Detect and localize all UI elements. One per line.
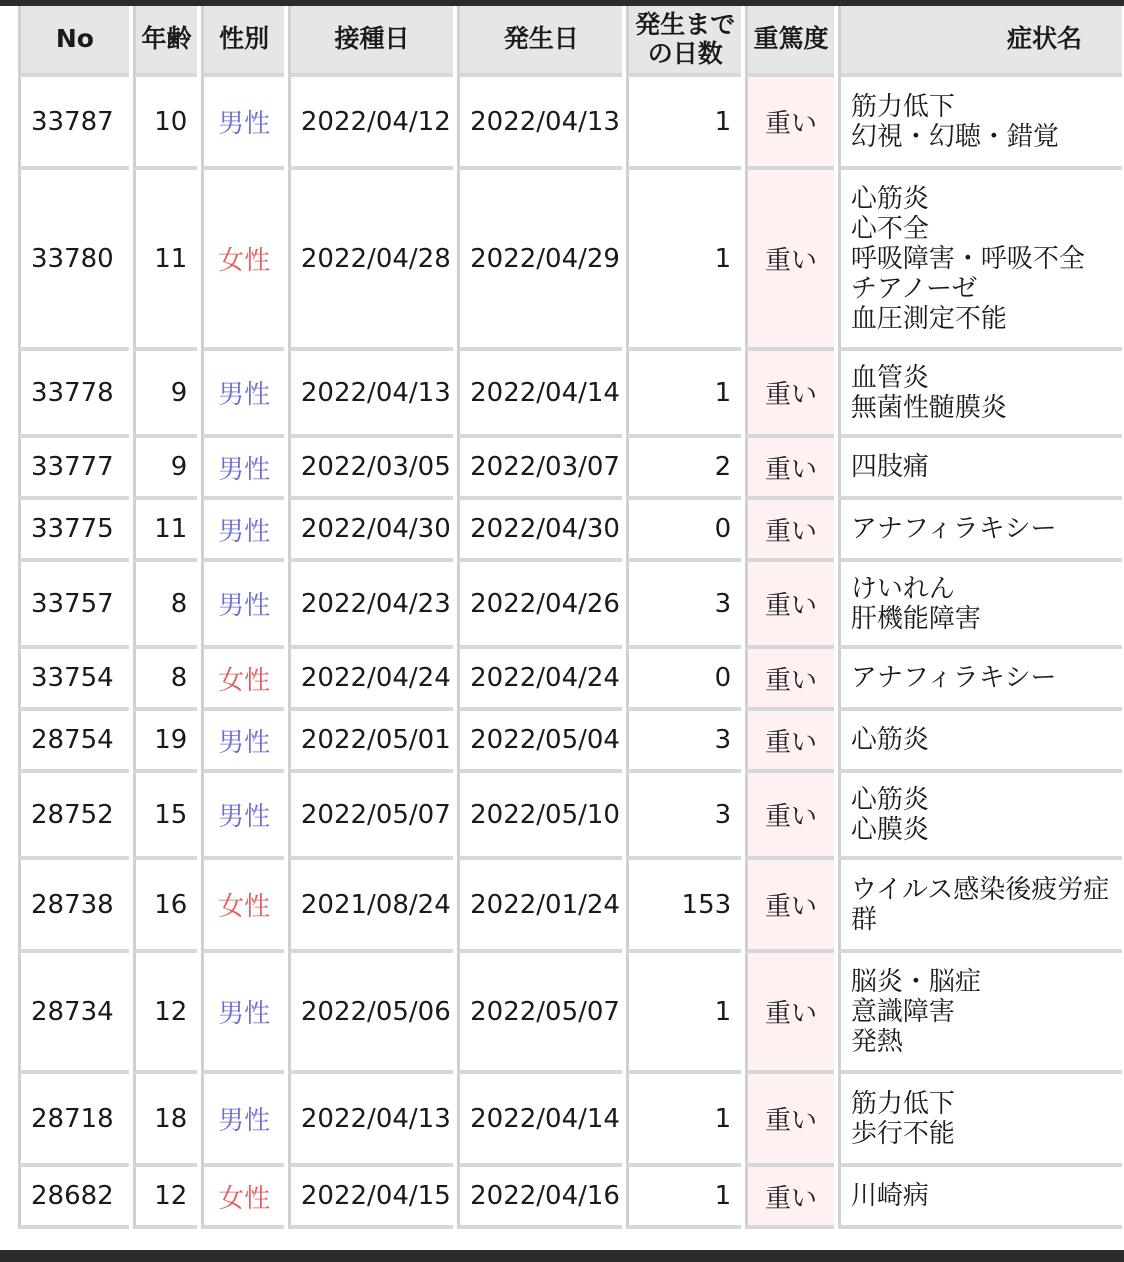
cell-age: 11 — [133, 500, 197, 562]
cell-symptoms — [838, 860, 1122, 953]
cell-symptoms — [838, 77, 1122, 170]
cell-no: 33754 — [18, 649, 129, 711]
cell-onset-date: 2022/04/13 — [457, 77, 622, 170]
cell-age: 16 — [133, 860, 197, 953]
symptom-item: 歩行不能 — [850, 1118, 955, 1149]
cell-severity: 重い — [745, 860, 834, 953]
cell-no: 28752 — [18, 773, 129, 860]
cell-age: 10 — [133, 77, 197, 170]
cell-age: 9 — [133, 351, 197, 438]
cell-severity: 重い — [745, 1074, 834, 1167]
table-row[interactable] — [18, 77, 1122, 170]
cell-no: 33757 — [18, 562, 129, 649]
cell-onset-date: 2022/03/07 — [457, 438, 622, 500]
header-severity[interactable]: 重篤度 — [745, 6, 834, 77]
cell-vaccination-date: 2022/04/12 — [288, 77, 453, 170]
cell-no: 33780 — [18, 170, 129, 351]
symptom-item: 発熱 — [850, 1026, 903, 1057]
cell-days-until-onset: 1 — [626, 77, 741, 170]
header-days-line2: の日数 — [647, 38, 723, 68]
cell-symptoms — [838, 438, 1122, 500]
header-sex[interactable]: 性別 — [201, 6, 284, 77]
cell-vaccination-date: 2021/08/24 — [288, 860, 453, 953]
symptom-item: 四肢痛 — [850, 452, 929, 482]
table-row[interactable] — [18, 953, 1122, 1074]
cell-vaccination-date: 2022/05/07 — [288, 773, 453, 860]
cell-sex: 男性 — [201, 500, 284, 562]
cell-days-until-onset: 1 — [626, 953, 741, 1074]
cell-age: 9 — [133, 438, 197, 500]
cell-onset-date: 2022/04/14 — [457, 351, 622, 438]
symptom-item: 呼吸障害・呼吸不全 — [850, 243, 1085, 274]
symptom-item: 幻視・幻聴・錯覚 — [850, 121, 1059, 152]
cell-days-until-onset: 0 — [626, 649, 741, 711]
header-vaccination-date[interactable]: 接種日 — [288, 6, 453, 77]
cell-days-until-onset: 153 — [626, 860, 741, 953]
cell-onset-date: 2022/04/29 — [457, 170, 622, 351]
header-days-until-onset[interactable] — [626, 6, 741, 77]
cell-severity: 重い — [745, 170, 834, 351]
cell-severity: 重い — [745, 77, 834, 170]
cell-sex: 男性 — [201, 77, 284, 170]
cell-severity: 重い — [745, 500, 834, 562]
symptom-item: 意識障害 — [850, 996, 955, 1027]
header-no[interactable]: No — [18, 6, 129, 77]
cell-vaccination-date: 2022/05/06 — [288, 953, 453, 1074]
table-body — [18, 77, 1122, 1229]
header-age[interactable]: 年齢 — [133, 6, 197, 77]
symptom-item: 群 — [850, 904, 877, 935]
cell-severity: 重い — [745, 773, 834, 860]
cell-vaccination-date: 2022/04/13 — [288, 351, 453, 438]
cell-days-until-onset: 0 — [626, 500, 741, 562]
cell-severity: 重い — [745, 649, 834, 711]
cell-no: 28738 — [18, 860, 129, 953]
cell-days-until-onset: 1 — [626, 170, 741, 351]
cell-sex: 女性 — [201, 1167, 284, 1229]
cell-onset-date: 2022/05/04 — [457, 711, 622, 773]
cell-symptoms — [838, 562, 1122, 649]
table-row[interactable] — [18, 1167, 1122, 1229]
cell-age: 8 — [133, 649, 197, 711]
table-row[interactable] — [18, 711, 1122, 773]
symptom-item: 脳炎・脳症 — [850, 966, 981, 997]
cell-severity: 重い — [745, 562, 834, 649]
cell-severity: 重い — [745, 953, 834, 1074]
symptom-item: 肝機能障害 — [850, 603, 981, 634]
cell-age: 8 — [133, 562, 197, 649]
cell-days-until-onset: 1 — [626, 1074, 741, 1167]
cell-no: 33778 — [18, 351, 129, 438]
header-onset-date[interactable]: 発生日 — [457, 6, 622, 77]
cell-onset-date: 2022/04/30 — [457, 500, 622, 562]
cell-symptoms — [838, 953, 1122, 1074]
cell-vaccination-date: 2022/04/13 — [288, 1074, 453, 1167]
cell-vaccination-date: 2022/04/23 — [288, 562, 453, 649]
symptom-item: チアノーゼ — [850, 273, 978, 304]
symptom-item: ウイルス感染後疲労症 — [850, 874, 1110, 905]
header-days-line1: 発生まで — [635, 9, 736, 39]
cell-sex: 男性 — [201, 438, 284, 500]
symptom-item: 筋力低下 — [850, 1088, 955, 1119]
cell-no: 28754 — [18, 711, 129, 773]
cell-onset-date: 2022/01/24 — [457, 860, 622, 953]
cell-no: 33787 — [18, 77, 129, 170]
cell-sex: 男性 — [201, 351, 284, 438]
cell-days-until-onset: 1 — [626, 1167, 741, 1229]
symptom-item: 心筋炎 — [850, 725, 929, 755]
table-row[interactable] — [18, 351, 1122, 438]
table-row[interactable] — [18, 438, 1122, 500]
cell-days-until-onset: 3 — [626, 711, 741, 773]
cell-age: 12 — [133, 953, 197, 1074]
cell-onset-date: 2022/04/26 — [457, 562, 622, 649]
cell-vaccination-date: 2022/04/30 — [288, 500, 453, 562]
cell-sex: 男性 — [201, 562, 284, 649]
cell-onset-date: 2022/04/24 — [457, 649, 622, 711]
table-row[interactable] — [18, 170, 1122, 351]
symptom-item: けいれん — [850, 573, 955, 604]
cell-sex: 女性 — [201, 860, 284, 953]
symptom-item: 血圧測定不能 — [850, 303, 1007, 334]
cell-no: 33777 — [18, 438, 129, 500]
table-row[interactable] — [18, 860, 1122, 953]
cell-sex: 男性 — [201, 953, 284, 1074]
adverse-event-table — [14, 6, 1124, 1229]
cell-no: 33775 — [18, 500, 129, 562]
cell-symptoms — [838, 170, 1122, 351]
cell-sex: 男性 — [201, 711, 284, 773]
cell-age: 18 — [133, 1074, 197, 1167]
cell-sex: 男性 — [201, 1074, 284, 1167]
cell-symptoms — [838, 711, 1122, 773]
symptom-item: 血管炎 — [850, 362, 929, 393]
symptom-item: 心膜炎 — [850, 814, 929, 845]
cell-sex: 女性 — [201, 170, 284, 351]
cell-onset-date: 2022/05/10 — [457, 773, 622, 860]
cell-symptoms — [838, 1167, 1122, 1229]
report-frame — [0, 6, 1124, 1250]
header-row — [18, 6, 1122, 77]
cell-days-until-onset: 2 — [626, 438, 741, 500]
cell-symptoms — [838, 351, 1122, 438]
cell-symptoms — [838, 649, 1122, 711]
table-row[interactable] — [18, 649, 1122, 711]
header-symptoms[interactable]: 症状名 — [838, 6, 1122, 77]
table-row[interactable] — [18, 1074, 1122, 1167]
cell-severity: 重い — [745, 711, 834, 773]
cell-age: 12 — [133, 1167, 197, 1229]
table-row[interactable] — [18, 500, 1122, 562]
symptom-item: 心不全 — [850, 213, 929, 244]
cell-age: 11 — [133, 170, 197, 351]
cell-days-until-onset: 3 — [626, 562, 741, 649]
cell-symptoms — [838, 1074, 1122, 1167]
cell-no: 28682 — [18, 1167, 129, 1229]
symptom-item: 心筋炎 — [850, 784, 929, 815]
cell-vaccination-date: 2022/03/05 — [288, 438, 453, 500]
symptom-item: 心筋炎 — [850, 183, 929, 214]
cell-onset-date: 2022/04/14 — [457, 1074, 622, 1167]
cell-days-until-onset: 1 — [626, 351, 741, 438]
cell-symptoms — [838, 773, 1122, 860]
symptom-item: アナフィラキシー — [850, 663, 1057, 693]
cell-symptoms — [838, 500, 1122, 562]
cell-age: 19 — [133, 711, 197, 773]
cell-onset-date: 2022/05/07 — [457, 953, 622, 1074]
table-row[interactable] — [18, 773, 1122, 860]
cell-vaccination-date: 2022/04/28 — [288, 170, 453, 351]
cell-vaccination-date: 2022/05/01 — [288, 711, 453, 773]
cell-sex: 女性 — [201, 649, 284, 711]
cell-onset-date: 2022/04/16 — [457, 1167, 622, 1229]
symptom-item: 川崎病 — [850, 1181, 929, 1211]
symptom-item: 筋力低下 — [850, 91, 955, 122]
cell-no: 28718 — [18, 1074, 129, 1167]
cell-no: 28734 — [18, 953, 129, 1074]
cell-vaccination-date: 2022/04/24 — [288, 649, 453, 711]
cell-days-until-onset: 3 — [626, 773, 741, 860]
cell-age: 15 — [133, 773, 197, 860]
cell-severity: 重い — [745, 438, 834, 500]
table-row[interactable] — [18, 562, 1122, 649]
symptom-item: アナフィラキシー — [850, 514, 1057, 544]
cell-severity: 重い — [745, 1167, 834, 1229]
cell-vaccination-date: 2022/04/15 — [288, 1167, 453, 1229]
cell-sex: 男性 — [201, 773, 284, 860]
symptom-item: 無菌性髄膜炎 — [850, 392, 1007, 423]
cell-severity: 重い — [745, 351, 834, 438]
